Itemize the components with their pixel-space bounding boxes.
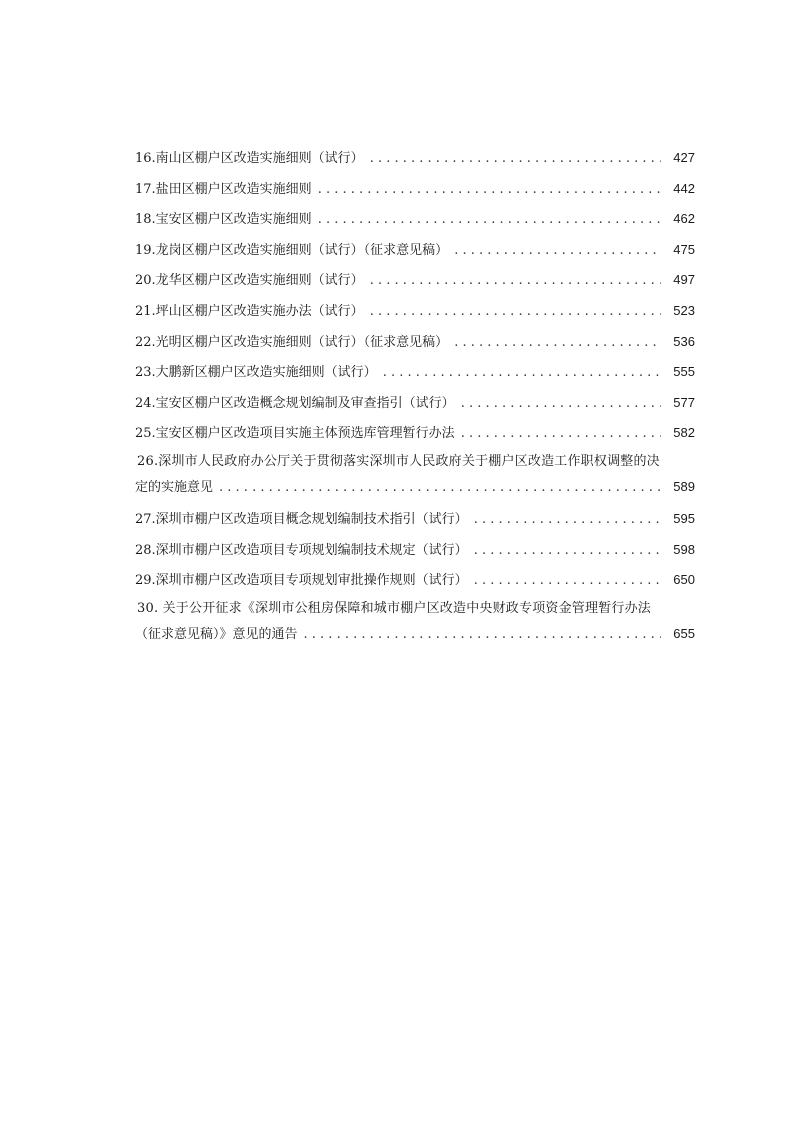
dot-leader (370, 297, 661, 328)
toc-entry-page: 523 (673, 302, 695, 318)
toc-entry-21[interactable] (135, 296, 695, 327)
dot-leader (304, 622, 661, 647)
toc-entry-title-line1: 26.深圳市人民政府办公厅关于贯彻落实深圳市人民政府关于棚户区改造工作职权调整的决 (137, 453, 660, 469)
toc-entry-19[interactable] (135, 235, 695, 266)
toc-entry-page: 582 (673, 425, 695, 441)
toc-entry-22[interactable] (135, 327, 695, 358)
toc-entry-title-line2: （征求意见稿）》意见的通告 (135, 626, 298, 642)
toc-entry-title: 22.光明区棚户区改造实施细则（试行）（征求意见稿） (135, 334, 449, 350)
toc-entry-16[interactable] (135, 143, 695, 174)
toc-entry-page: 650 (673, 572, 695, 588)
toc-entry-28[interactable] (135, 535, 695, 566)
dot-leader (461, 419, 661, 450)
toc-entry-24[interactable] (135, 388, 695, 419)
dot-leader (370, 266, 661, 297)
toc-entry-page: 475 (673, 241, 695, 257)
toc-entry-title: 28.深圳市棚户区改造项目专项规划编制技术规定（试行） (135, 542, 468, 558)
table-of-contents (135, 143, 695, 651)
dot-leader (461, 389, 661, 420)
toc-entry-page: 595 (673, 510, 695, 526)
toc-entry-title: 29.深圳市棚户区改造项目专项规划审批操作规则（试行） (135, 573, 468, 589)
toc-entry-title: 23.大鹏新区棚户区改造实施细则（试行） (135, 365, 377, 381)
toc-entry-27[interactable] (135, 504, 695, 535)
toc-entry-17[interactable] (135, 174, 695, 205)
toc-entry-page: 427 (673, 150, 695, 165)
toc-entry-page: 655 (673, 625, 695, 641)
dot-leader (318, 205, 661, 236)
toc-entry-29[interactable] (135, 565, 695, 596)
toc-entry-title: 21.坪山区棚户区改造实施办法（试行） (135, 303, 364, 319)
toc-entry-page: 442 (673, 180, 695, 196)
toc-entry-title: 24.宝安区棚户区改造概念规划编制及审查指引（试行） (135, 395, 455, 411)
toc-entry-title: 17.盐田区棚户区改造实施细则 (135, 181, 312, 197)
toc-entry-title: 16.南山区棚户区改造实施细则（试行） (135, 151, 364, 166)
toc-entry-title: 25.宝安区棚户区改造项目实施主体预选库管理暂行办法 (135, 426, 455, 442)
toc-entry-title: 18.宝安区棚户区改造实施细则 (135, 212, 312, 228)
dot-leader (454, 328, 661, 359)
toc-entry-30[interactable] (135, 596, 695, 646)
dot-leader (474, 566, 661, 597)
toc-entry-title: 19.龙岗区棚户区改造实施细则（试行）（征求意见稿） (135, 242, 449, 258)
toc-entry-26[interactable] (135, 449, 695, 499)
toc-entry-title-line1: 30. 关于公开征求《深圳市公租房保障和城市棚户区改造中央财政专项资金管理暂行办法 (137, 600, 652, 616)
toc-entry-title: 20.龙华区棚户区改造实施细则（试行） (135, 273, 364, 289)
dot-leader (318, 175, 661, 206)
toc-entry-page: 462 (673, 211, 695, 227)
toc-entry-20[interactable] (135, 265, 695, 296)
toc-entry-page: 497 (673, 272, 695, 288)
toc-entry-page: 536 (673, 333, 695, 349)
toc-entry-23[interactable] (135, 357, 695, 388)
toc-entry-title: 27.深圳市棚户区改造项目概念规划编制技术指引（试行） (135, 511, 468, 527)
dot-leader (454, 236, 661, 267)
toc-entry-page: 598 (673, 541, 695, 557)
toc-entry-page: 577 (673, 394, 695, 410)
dot-leader (474, 505, 661, 536)
toc-entry-page: 589 (673, 478, 695, 494)
dot-leader (474, 536, 661, 567)
toc-entry-18[interactable] (135, 204, 695, 235)
dot-leader (383, 358, 661, 389)
toc-entry-title-line2: 定的实施意见 (135, 479, 214, 495)
toc-entry-25[interactable] (135, 418, 695, 449)
dot-leader (219, 475, 661, 500)
toc-entry-page: 555 (673, 364, 695, 380)
dot-leader (370, 144, 661, 175)
